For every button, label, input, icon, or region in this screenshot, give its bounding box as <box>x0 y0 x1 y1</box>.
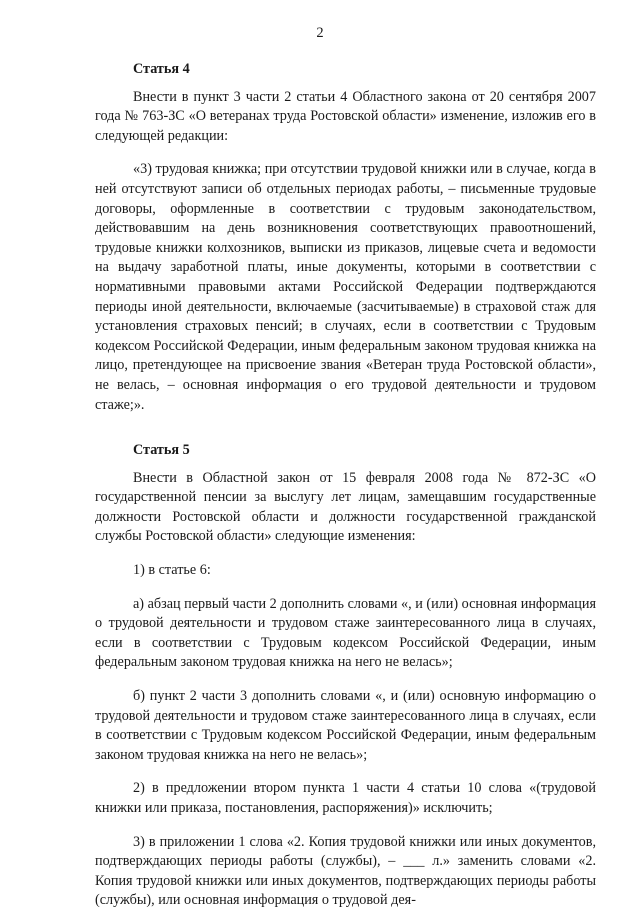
article-5-item-1: 1) в статье 6: <box>133 562 211 579</box>
article-4-heading: Статья 4 <box>133 61 190 77</box>
article-5-item-2: 2) в предложении втором пункта 1 части 4 статьи 10 слова «(трудовой книжки или приказа, постановления, распоряжения)» исключить; <box>95 780 596 816</box>
document-body <box>95 60 596 911</box>
article-5-intro: Внести в Областной закон от 15 февраля 2008 года № 872-ЗС «О государственной пенсии за выслугу лет лицам, замещавшим государственные должности Ростовской области и должности государственной гражданской службы Ростовской области» следующие изменения: <box>95 469 596 545</box>
article-5-item-1a: а) абзац первый части 2 дополнить словами «, и (или) основная информация о трудовой деятельности и трудовом стаже заинтересованного лица в случаях, если в соответствии с Трудовым кодексом Российской Федерации, иным федеральным законом трудовая книжка на него не велась»; <box>95 595 596 671</box>
article-5-item-1b: б) пункт 2 части 3 дополнить словами «, и (или) основную информацию о трудовой деятельности и трудовом стаже заинтересованного лица в случаях, если в соответствии с Трудовым кодексом Российской Федерации, иным федеральным законом трудовая книжка на него не велась»; <box>95 688 596 763</box>
article-4-quote: «3) трудовая книжка; при отсутствии трудовой книжки или в случае, когда в ней отсутствуют записи об отдельных периодах работы, – письменные трудовые договоры, оформленные в соответствии с трудовым законодательством, действовавшим на день возникновения соответствующих правоотношений, трудовые книжки колхозников, выписки из приказов, лицевые счета и ведомости на выдачу заработной платы, иные документы, которыми в соответствии с нормативными правовыми актами Российской Федерации подтверждаются периоды иной деятельности, включаемые (засчитываемые) в страховой стаж для установления страховых пенсий; в случаях, если в соответствии с Трудовым кодексом Российской Федерации, иным федеральным законом трудовая книжка на лицо, претендующее на присвоение звания «Ветеран труда Ростовской области», не велась, – основная информация о его трудовой деятельности и трудовом стаже;». <box>95 161 596 413</box>
article-5-item-3: 3) в приложении 1 слова «2. Копия трудовой книжки или иных документов, подтверждающих периоды работы (службы), – ___ л.» заменить словами «2. Копия трудовой книжки или иных документов, подтверждающих периоды работы (службы), или основная информация о трудовой дея- <box>95 833 596 909</box>
article-5-heading: Статья 5 <box>133 442 190 459</box>
page-number: 2 <box>316 25 324 41</box>
article-4-intro: Внести в пункт 3 части 2 статьи 4 Областного закона от 20 сентября 2007 года № 763-ЗС «О ветеранах труда Ростовской области» изменение, изложив его в следующей редакции: <box>95 88 596 144</box>
